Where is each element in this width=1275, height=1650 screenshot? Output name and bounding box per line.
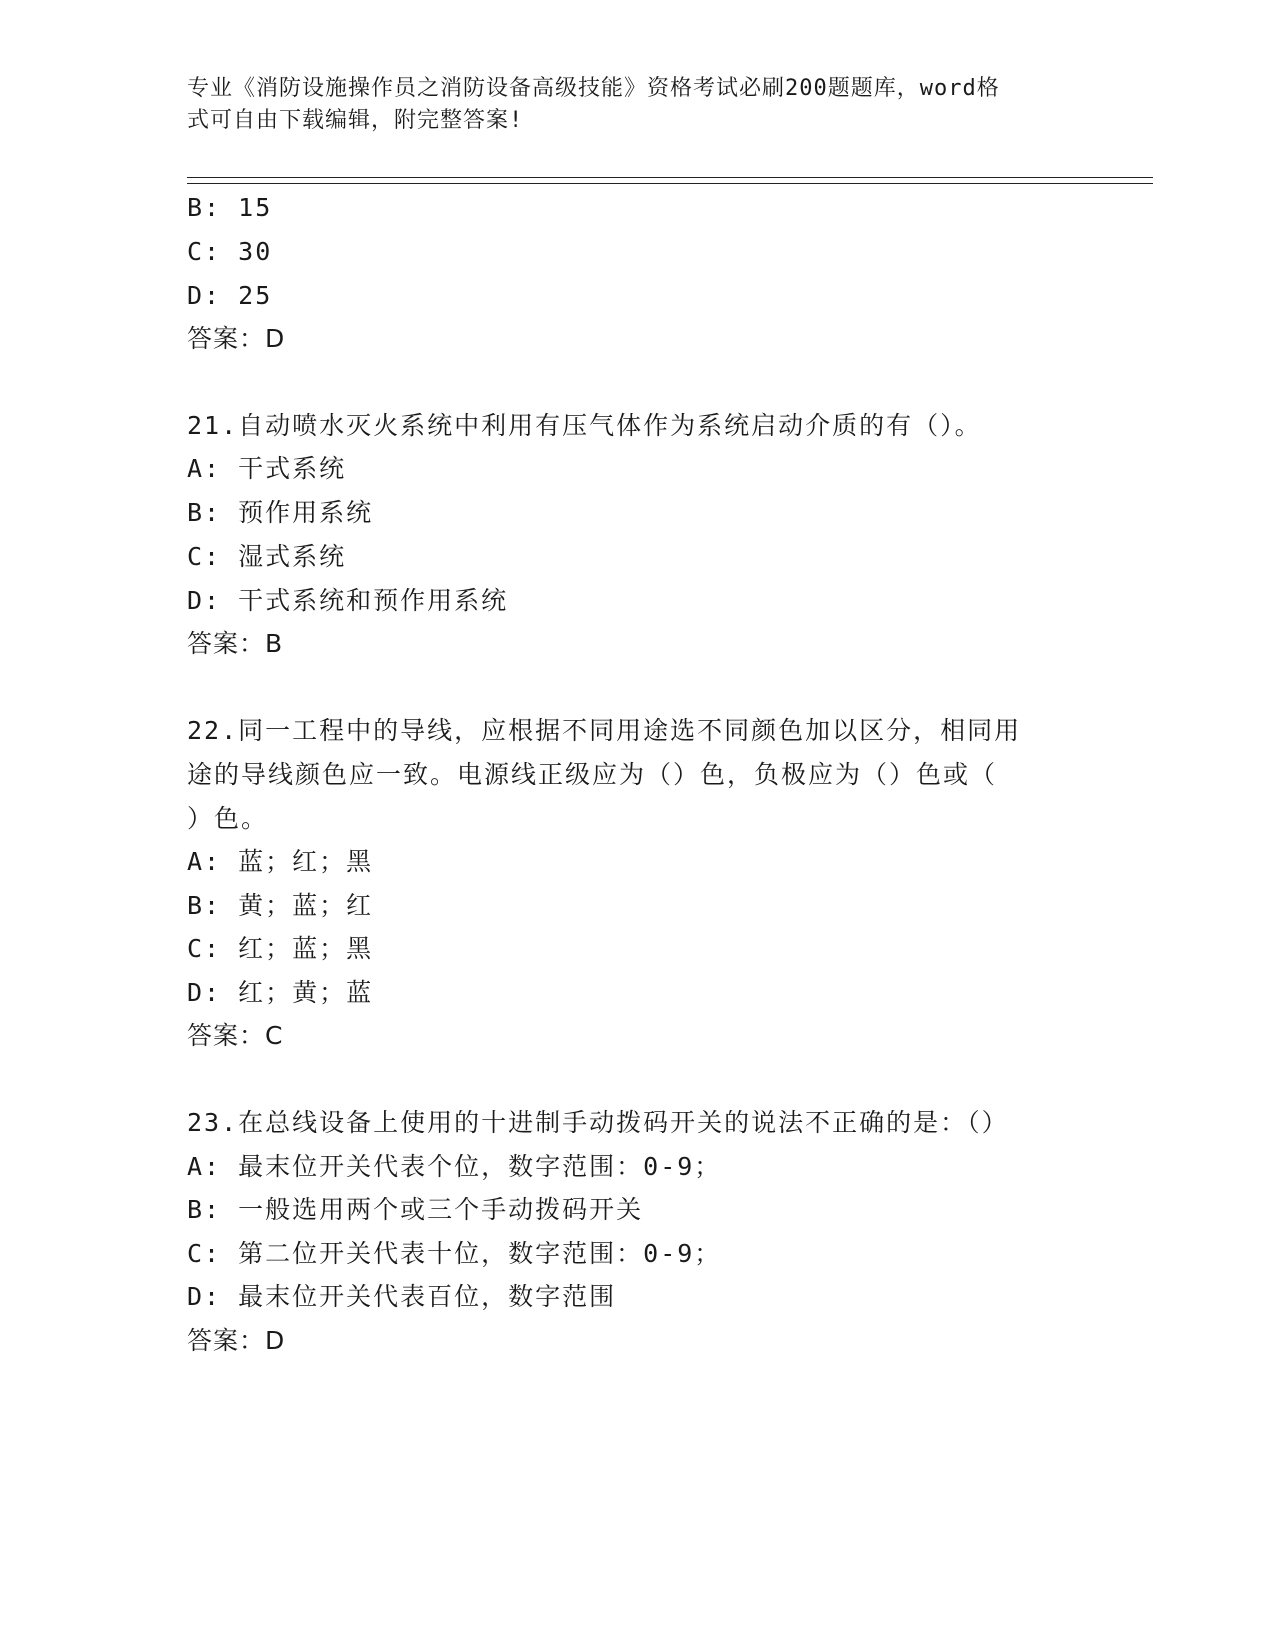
q22-option-b: B: 黄；蓝；红 <box>187 891 374 920</box>
q21-option-c: C: 湿式系统 <box>187 542 347 571</box>
q23-option-b: B: 一般选用两个或三个手动拨码开关 <box>187 1195 644 1224</box>
header-divider-bottom <box>187 183 1153 184</box>
q21-option-d: D: 干式系统和预作用系统 <box>187 586 509 615</box>
q23-option-d: D: 最末位开关代表百位，数字范围 <box>187 1282 617 1311</box>
q22-question-line-3: ）色。 <box>187 804 269 833</box>
q22-answer: 答案：C <box>187 1021 284 1050</box>
q23-answer: 答案：D <box>187 1326 286 1355</box>
q22-option-a: A: 蓝；红；黑 <box>187 847 374 876</box>
q21-option-b: B: 预作用系统 <box>187 498 374 527</box>
prev-option-c: C: 30 <box>187 237 273 266</box>
q22-option-c: C: 红；蓝；黑 <box>187 934 374 963</box>
prev-option-b: B: 15 <box>187 193 273 222</box>
q22-question-line-1: 22.同一工程中的导线，应根据不同用途选不同颜色加以区分，相同用 <box>187 716 1022 745</box>
document-header <box>187 73 1067 137</box>
header-line-2: 式可自由下载编辑，附完整答案! <box>187 108 524 133</box>
header-divider-top <box>187 177 1153 178</box>
q21-question: 21.自动喷水灭火系统中利用有压气体作为系统启动介质的有（）。 <box>187 411 982 440</box>
prev-answer: 答案：D <box>187 324 286 353</box>
header-line-1: 专业《消防设施操作员之消防设备高级技能》资格考试必刷200题题库，word格 <box>187 76 1000 101</box>
q21-answer: 答案：B <box>187 629 284 658</box>
q23-option-a: A: 最末位开关代表个位，数字范围：0-9； <box>187 1152 722 1181</box>
prev-option-d: D: 25 <box>187 281 273 310</box>
q22-question-line-2: 途的导线颜色应一致。电源线正级应为（）色，负极应为（）色或（ <box>187 760 998 789</box>
q23-option-c: C: 第二位开关代表十位，数字范围：0-9； <box>187 1239 722 1268</box>
q23-question: 23.在总线设备上使用的十进制手动拨码开关的说法不正确的是：（） <box>187 1108 1009 1137</box>
q22-option-d: D: 红；黄；蓝 <box>187 978 374 1007</box>
q21-option-a: A: 干式系统 <box>187 454 347 483</box>
